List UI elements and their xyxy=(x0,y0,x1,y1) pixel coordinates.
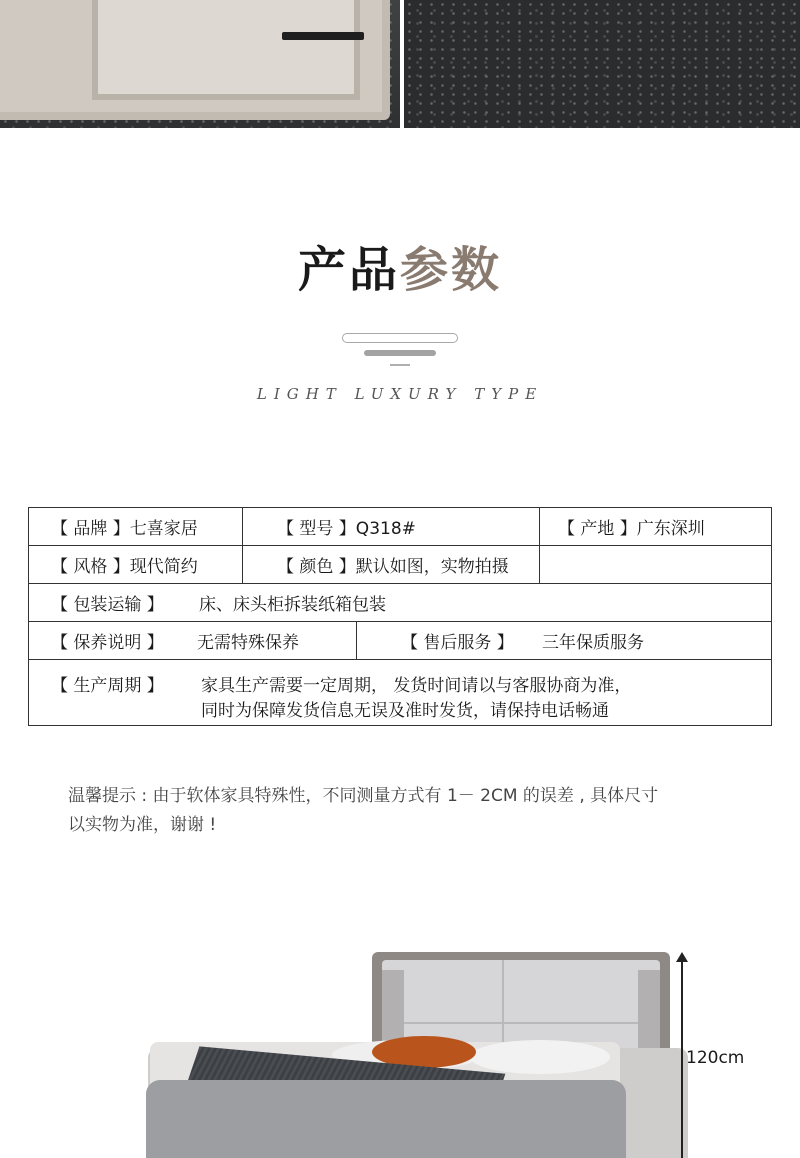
spec-cycle-label: 【 生产周期 】 xyxy=(51,676,164,696)
section-title xyxy=(0,238,800,302)
spec-row xyxy=(29,660,771,726)
section-title-dark: 产品 xyxy=(297,242,400,298)
note-line-1: 温馨提示 : 由于软体家具特殊性，不同测量方式有 1－ 2CM 的误差 , 具体尺寸 xyxy=(68,786,659,806)
note-line-2: 以实物为准，谢谢 ! xyxy=(68,815,217,835)
spec-packaging-value: 床、床头柜拆装纸箱包装 xyxy=(199,595,386,615)
measurement-note xyxy=(68,782,748,840)
bed-photo xyxy=(0,930,800,1158)
spec-cycle xyxy=(29,660,771,726)
spec-table xyxy=(28,507,772,726)
nightstand-photo-closed xyxy=(0,0,400,128)
spec-row xyxy=(29,508,771,546)
top-product-photos xyxy=(0,0,800,128)
spec-care-value: 无需特殊保养 xyxy=(197,622,357,659)
spec-model: 【 型号 】Q318# xyxy=(243,508,540,545)
title-decoration-dash xyxy=(390,364,410,366)
spec-origin: 【 产地 】广东深圳 xyxy=(558,519,705,539)
section-subtitle: LIGHT LUXURY TYPE xyxy=(256,385,544,403)
nightstand-drawer-front xyxy=(92,0,360,100)
section-title-accent: 参数 xyxy=(400,242,503,298)
spec-brand: 【 品牌 】七喜家居 xyxy=(29,508,243,545)
spec-care-label: 【 保养说明 】 xyxy=(51,633,164,653)
title-decoration-pill xyxy=(342,333,458,343)
dimension-line xyxy=(681,960,683,1158)
nightstand-body xyxy=(0,0,390,120)
spec-row xyxy=(29,584,771,622)
spec-cycle-line-2: 同时为保障发货信息无误及准时发货，请保持电话畅通 xyxy=(201,701,609,721)
height-dimension-label: 120cm xyxy=(686,1048,745,1068)
spec-service-label: 【 售后服务 】 xyxy=(401,633,514,653)
spec-style: 【 风格 】现代简约 xyxy=(29,546,243,583)
nightstand-photo-open-drawer xyxy=(404,0,800,128)
spec-row xyxy=(29,546,771,584)
spec-cycle-line-1: 家具生产需要一定周期， 发货时间请以与客服协商为准， xyxy=(201,676,632,696)
spec-packaging-label: 【 包装运输 】 xyxy=(51,595,164,615)
bed-blanket xyxy=(146,1080,626,1158)
spec-service-value: 三年保质服务 xyxy=(542,633,644,653)
spec-color: 【 颜色 】默认如图，实物拍摄 xyxy=(243,546,540,583)
spec-row xyxy=(29,622,771,660)
drawer-handle xyxy=(282,32,364,40)
pillow xyxy=(470,1040,610,1074)
title-decoration-bar xyxy=(364,350,436,356)
